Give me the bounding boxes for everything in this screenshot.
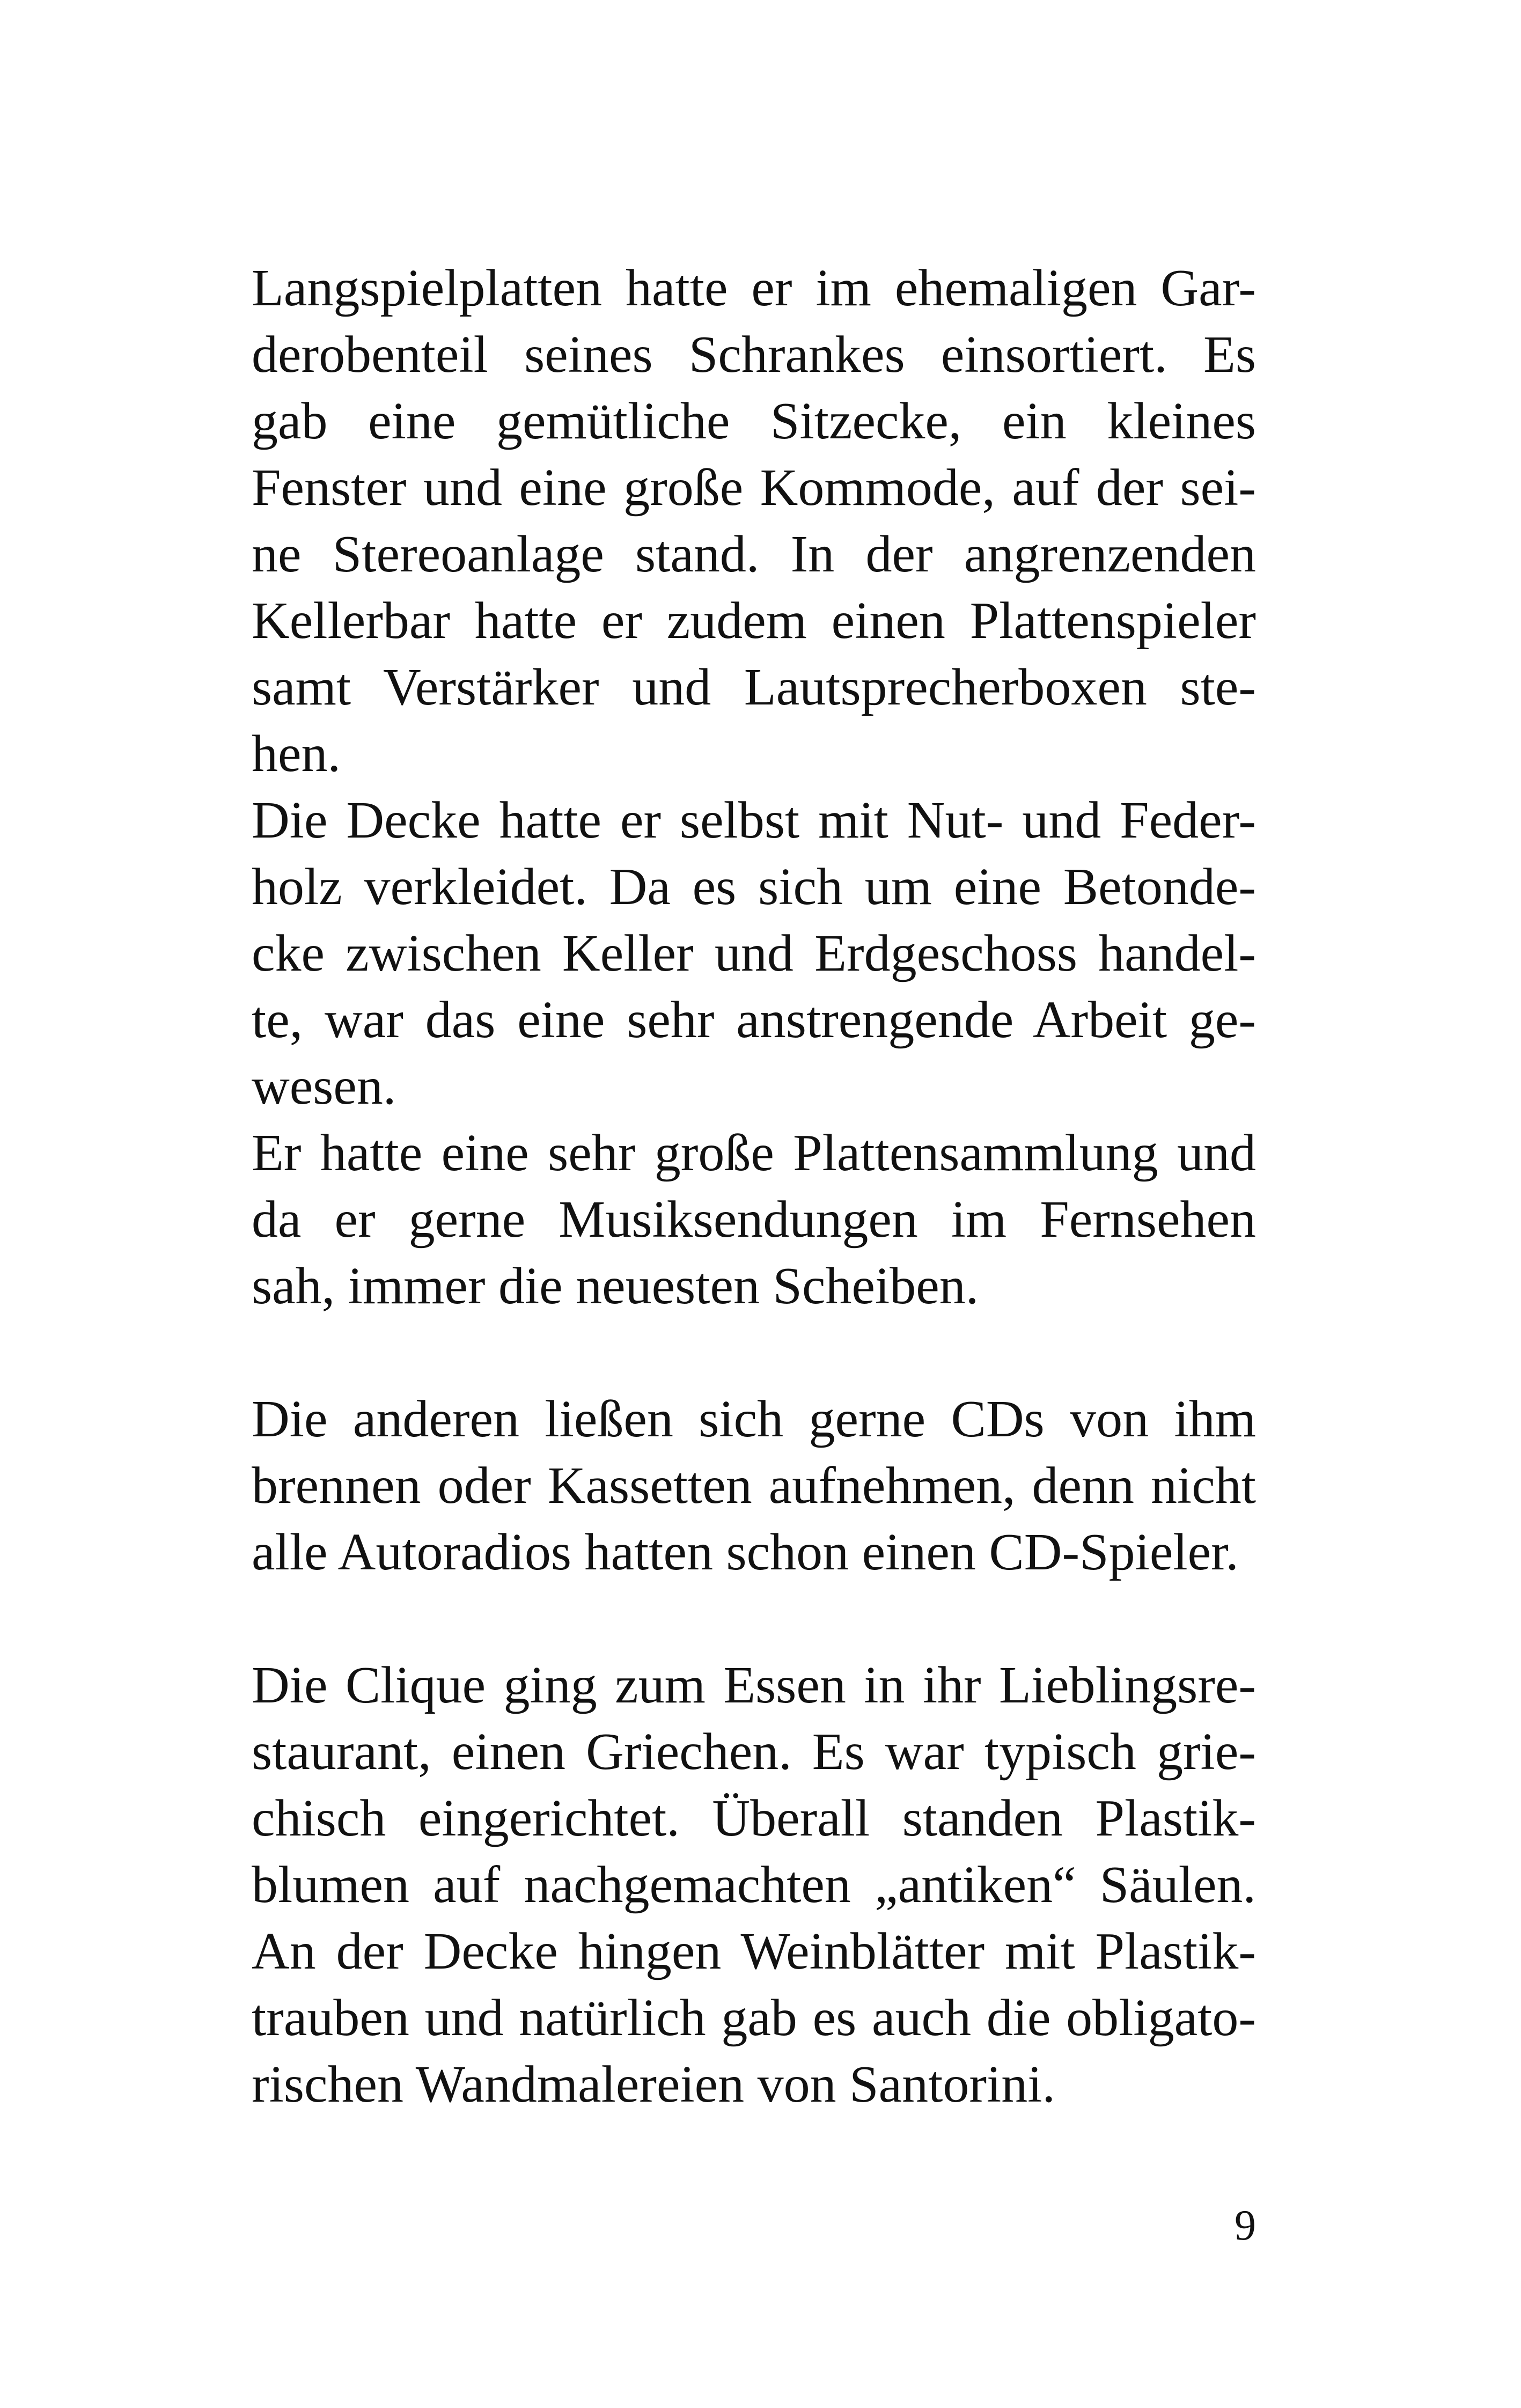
text-line: samt Verstärker und Lautsprecherboxen ste- bbox=[252, 658, 1256, 716]
text-line: ne Stereoanlage stand. In der angrenzenden bbox=[252, 525, 1256, 583]
text-line: Langspielplatten hatte er im ehemaligen Gar- bbox=[252, 259, 1256, 317]
text-line: wesen. bbox=[252, 1058, 396, 1115]
text-line: Fenster und eine große Kommode, auf der sei- bbox=[252, 459, 1256, 517]
text-line: Die Decke hatte er selbst mit Nut- und Feder- bbox=[252, 791, 1256, 849]
text-line: holz verkleidet. Da es sich um eine Betonde- bbox=[252, 858, 1256, 916]
page-number: 9 bbox=[1235, 2202, 1256, 2249]
text-line: blumen auf nachgemachten „antiken“ Säulen. bbox=[252, 1856, 1256, 1914]
paragraph-gap bbox=[252, 1585, 1256, 1652]
paragraph-gap bbox=[252, 1319, 1256, 1386]
text-line: trauben und natürlich gab es auch die obligato- bbox=[252, 1989, 1256, 2047]
text-line: da er gerne Musiksendungen im Fernsehen bbox=[252, 1191, 1256, 1249]
text-line: sah, immer die neuesten Scheiben. bbox=[252, 1257, 979, 1315]
text-line: derobenteil seines Schrankes einsortiert. Es bbox=[252, 326, 1256, 384]
text-line: brennen oder Kassetten aufnehmen, denn nicht bbox=[252, 1457, 1256, 1515]
text-line: chisch eingerichtet. Überall standen Plastik- bbox=[252, 1789, 1256, 1847]
text-line: gab eine gemütliche Sitzecke, ein kleines bbox=[252, 392, 1256, 450]
text-line: Die anderen ließen sich gerne CDs von ihm bbox=[252, 1390, 1256, 1448]
text-line: rischen Wandmalereien von Santorini. bbox=[252, 2055, 1055, 2113]
text-line: Die Clique ging zum Essen in ihr Lieblingsre- bbox=[252, 1656, 1256, 1714]
text-line: An der Decke hingen Weinblätter mit Plastik- bbox=[252, 1922, 1256, 1980]
text-line: alle Autoradios hatten schon einen CD-Spieler. bbox=[252, 1523, 1239, 1581]
text-line: cke zwischen Keller und Erdgeschoss handel- bbox=[252, 924, 1256, 982]
text-line: Er hatte eine sehr große Plattensammlung und bbox=[252, 1124, 1256, 1182]
text-line: te, war das eine sehr anstrengende Arbeit ge- bbox=[252, 991, 1256, 1049]
text-line: hen. bbox=[252, 725, 341, 783]
text-line: Kellerbar hatte er zudem einen Plattenspieler bbox=[252, 592, 1256, 650]
body-text bbox=[252, 255, 1256, 2118]
text-line: staurant, einen Griechen. Es war typisch grie- bbox=[252, 1723, 1256, 1781]
